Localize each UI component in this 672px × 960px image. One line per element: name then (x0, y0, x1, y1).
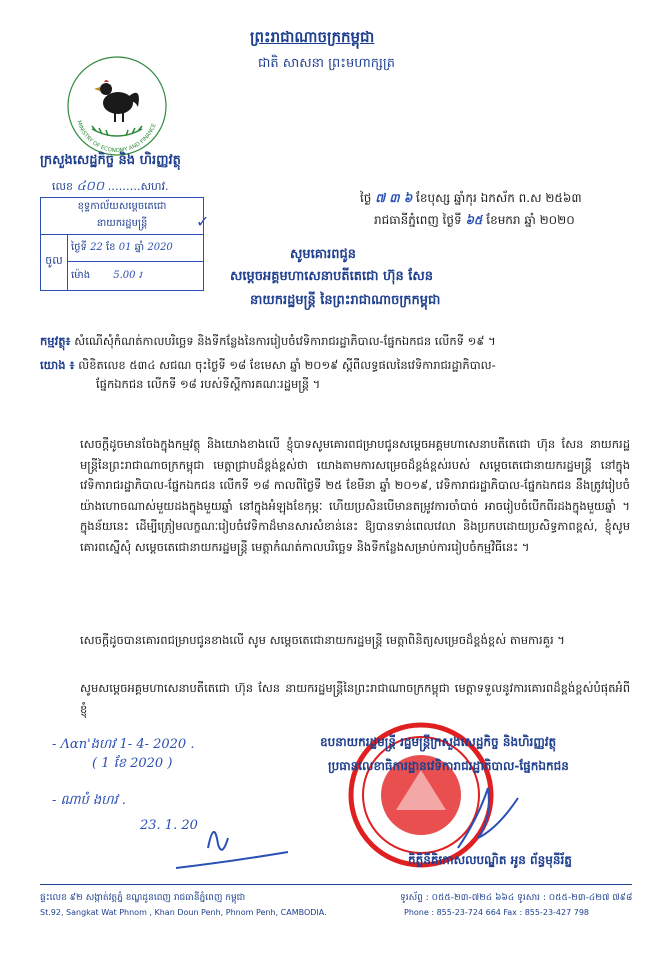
solar-prefix: រាជធានីភ្នំពេញ ថ្ងៃទី (374, 213, 462, 227)
signatory-title-2: ប្រធានលេខាធិការដ្ឋានវេទិការាជរដ្ឋាភិបាល-ផ្នែកឯកជន (328, 759, 569, 773)
handwritten-line-1: - Λαn'ងហវ 1- 4- 2020 . (52, 737, 195, 752)
footer-address-kh: ផ្ទះលេខ ៩២ សង្កាត់វត្តភ្នំ ខណ្ឌដូនពេញ រាជធានីភ្នំពេញ កម្ពុជា (40, 893, 246, 903)
date-prefix: ថ្ងៃទី (71, 242, 87, 253)
ref-label: លេខ (52, 180, 73, 193)
year-value: 2020 (147, 242, 173, 253)
receipt-title-line1: ខុទ្ទកាល័យសម្តេចតេជោ (77, 201, 167, 212)
handwritten-note-1 (52, 736, 302, 774)
time-suffix: រ (138, 270, 142, 281)
ref-number: ៤០០ (76, 179, 105, 194)
recipient-title: នាយករដ្ឋមន្ត្រី នៃព្រះរាជាណាចក្រកម្ពុជា (250, 293, 441, 308)
lunar-rest: ខែបុស្ស ឆ្នាំកុរ ឯកស័ក ព.ស ២៥៦៣ (416, 191, 582, 205)
month-value: 01 (118, 242, 132, 253)
solar-day: ៦៥ (465, 213, 483, 227)
body-paragraph-2: សេចក្តីដូចបានគោរពជម្រាបជូនខាងលើ សូម សម្តេចតេជោនាយករដ្ឋមន្ត្រី មេត្តាពិនិត្យសម្រេចដ៏ខ្ពង់ខ្ពស់ តាមការគួរ ។ (80, 633, 565, 647)
signatory-name: កិត្តិនីតិកោសលបណ្ឌិត អូន ព័ន្ធមុនីរ័ត្ន (408, 853, 572, 867)
national-motto: ជាតិ សាសនា ព្រះមហាក្សត្រ (258, 56, 395, 71)
date-value: 22 (90, 242, 103, 253)
subject-line (40, 332, 640, 351)
solar-date (374, 212, 575, 230)
footer-address-en: St.92, Sangkat Wat Phnom , Khan Doun Penh, Phnom Penh, CAMBODIA. (40, 908, 327, 917)
body-paragraph-1: សេចក្តីដូចមានចែងក្នុងកម្មវត្ថុ និងយោងខាងលើ ខ្ញុំបាទសូមគោរពជម្រាបជូនសម្តេចអគ្គមហាសេនាបតីតេជោ ហ៊ុន សែន នាយករដ្ឋមន្ត្រីនៃព្រះរាជាណាចក្រកម្ពុជា មេត្តាជ្រាបដ៏ខ្ពង់ខ្ពស់ថា យោងតាមការសម្រេចដ៏ខ្ពង់ខ្ពស់របស់ សម្តេចតេជោនាយករដ្ឋមន្ត្រី នៅក្នុងវេទិការាជរដ្ឋាភិបាល-ផ្នែកឯកជន លើកទី ១៨ កាលពីថ្ងៃទី ២៥ ខែមីនា ឆ្នាំ ២០១៩, វេទិការាជរដ្ឋាភិបាល-ផ្នែកឯកជន នឹងត្រូវរៀបចំយ៉ាងហោចណាស់មួយដងក្នុងមួយឆ្នាំ នៅក្នុងអំឡុងខែកុម្ភៈ ហើយប្រសិនបើមានតម្រូវការចាំបាច់ អាចរៀបចំបើកពីរដងក្នុងមួយឆ្នាំ ។ ក្នុងន័យនេះ ដើម្បីត្រៀមលក្ខណៈរៀបចំវេទិកាដ៏មានសារសំខាន់នេះ ឱ្យបានទាន់ពេលវេលា និងប្រកបដោយប្រសិទ្ធភាពខ្ពស់, ខ្ញុំសូមគោរពស្នើសុំ សម្តេចតេជោនាយករដ្ឋមន្ត្រី មេត្តាកំណត់កាលបរិច្ឆេទ និងទីកន្លែងសម្រាប់ការរៀបចំកម្មវិធីនេះ ។ (80, 437, 630, 554)
handwritten-date: 23. 1. 20 (140, 818, 198, 833)
footer-contact-en: Phone : 855-23-724 664 Fax : 855-23-427 798 (404, 908, 589, 917)
logo-caption: MINISTRY OF ECONOMY AND FINANCE (75, 119, 158, 155)
lunar-prefix: ថ្ងៃ (360, 191, 372, 205)
time-prefix: ម៉ោង (71, 270, 91, 281)
reference-text-1: លិខិតលេខ ៥៣៤ សជណ ចុះថ្ងៃទី ១៨ ខែមេសា ឆ្នាំ ២០១៩ ស្តីពីលទ្ធផលនៃវេទិការាជរដ្ឋាភិបាល- (78, 358, 496, 372)
ref-suffix: ………សហវ. (107, 180, 169, 193)
footer-divider (40, 884, 632, 885)
footer-contact-kh: ទូរស័ព្ទ : ០៥៥-២៣-៧២៤ ៦៦៤ ទូរសារ : ០៥៥-២៣-៤២៧ ៧៩៨ (400, 893, 633, 903)
lunar-hand: ៧ ៣ ៦ (375, 191, 413, 205)
check-mark-icon: ✓ (196, 212, 210, 231)
subject-label: កម្មវត្ថុ៖ (40, 334, 71, 348)
handwritten-signature-icon (168, 808, 298, 878)
reference-label: យោង ៖ (40, 358, 75, 372)
reference-text-2: ផ្នែកឯកជន លើកទី ១៨ របស់ទីស្តីការគណៈរដ្ឋមន្ត្រី ។ (96, 377, 321, 391)
receipt-title-line2: នាយករដ្ឋមន្ត្រី (96, 218, 148, 229)
kingdom-title: ព្រះរាជាណាចក្រកម្ពុជា (250, 28, 375, 46)
month-prefix: ខែ (105, 242, 116, 253)
ministry-logo (66, 55, 168, 157)
handwritten-line-1b: ( 1 ខែ 2020 ) (92, 756, 173, 771)
salutation: សូមគោរពជូន (290, 247, 357, 262)
receipt-side-label: ចូល (41, 234, 68, 290)
receipt-time-row (67, 262, 203, 290)
time-value: 5.00 (113, 270, 136, 281)
minister-signature-icon (448, 778, 528, 858)
receipt-stamp-box (40, 197, 204, 291)
solar-rest: ខែមករា ឆ្នាំ ២០២០ (486, 213, 575, 227)
reference-line (40, 356, 640, 394)
signatory-title-1: ឧបនាយករដ្ឋមន្ត្រី រដ្ឋមន្ត្រីក្រសួងសេដ្ឋកិច្ច និងហិរញ្ញវត្ថុ (320, 735, 557, 749)
body-paragraph-3: សូមសម្តេចអគ្គមហាសេនាបតីតេជោ ហ៊ុន សែន នាយករដ្ឋមន្ត្រីនៃព្រះរាជាណាចក្រកម្ពុជា មេត្តាទទួលនូវការគោរពដ៏ខ្ពង់ខ្ពស់បំផុតអំពីខ្ញុំ (80, 681, 630, 716)
subject-text: សំណើសុំកំណត់កាលបរិច្ឆេទ និងទីកន្លែងនៃការរៀបចំវេទិការាជរដ្ឋាភិបាល-ផ្នែកឯកជន លើកទី ១៩ ។ (74, 334, 496, 348)
receipt-date-row (67, 234, 203, 262)
receipt-box-title (41, 198, 203, 235)
lunar-date (360, 190, 582, 208)
handwritten-note-2: - ណាបំ ងហវ . (52, 793, 126, 808)
ministry-name: ក្រសួងសេដ្ឋកិច្ច និង ហិរញ្ញវត្ថុ (40, 153, 181, 168)
year-prefix: ឆ្នាំ (134, 242, 145, 253)
recipient-name: សម្តេចអគ្គមហាសេនាបតីតេជោ ហ៊ុន សែន (230, 269, 433, 284)
reference-number (52, 178, 169, 197)
